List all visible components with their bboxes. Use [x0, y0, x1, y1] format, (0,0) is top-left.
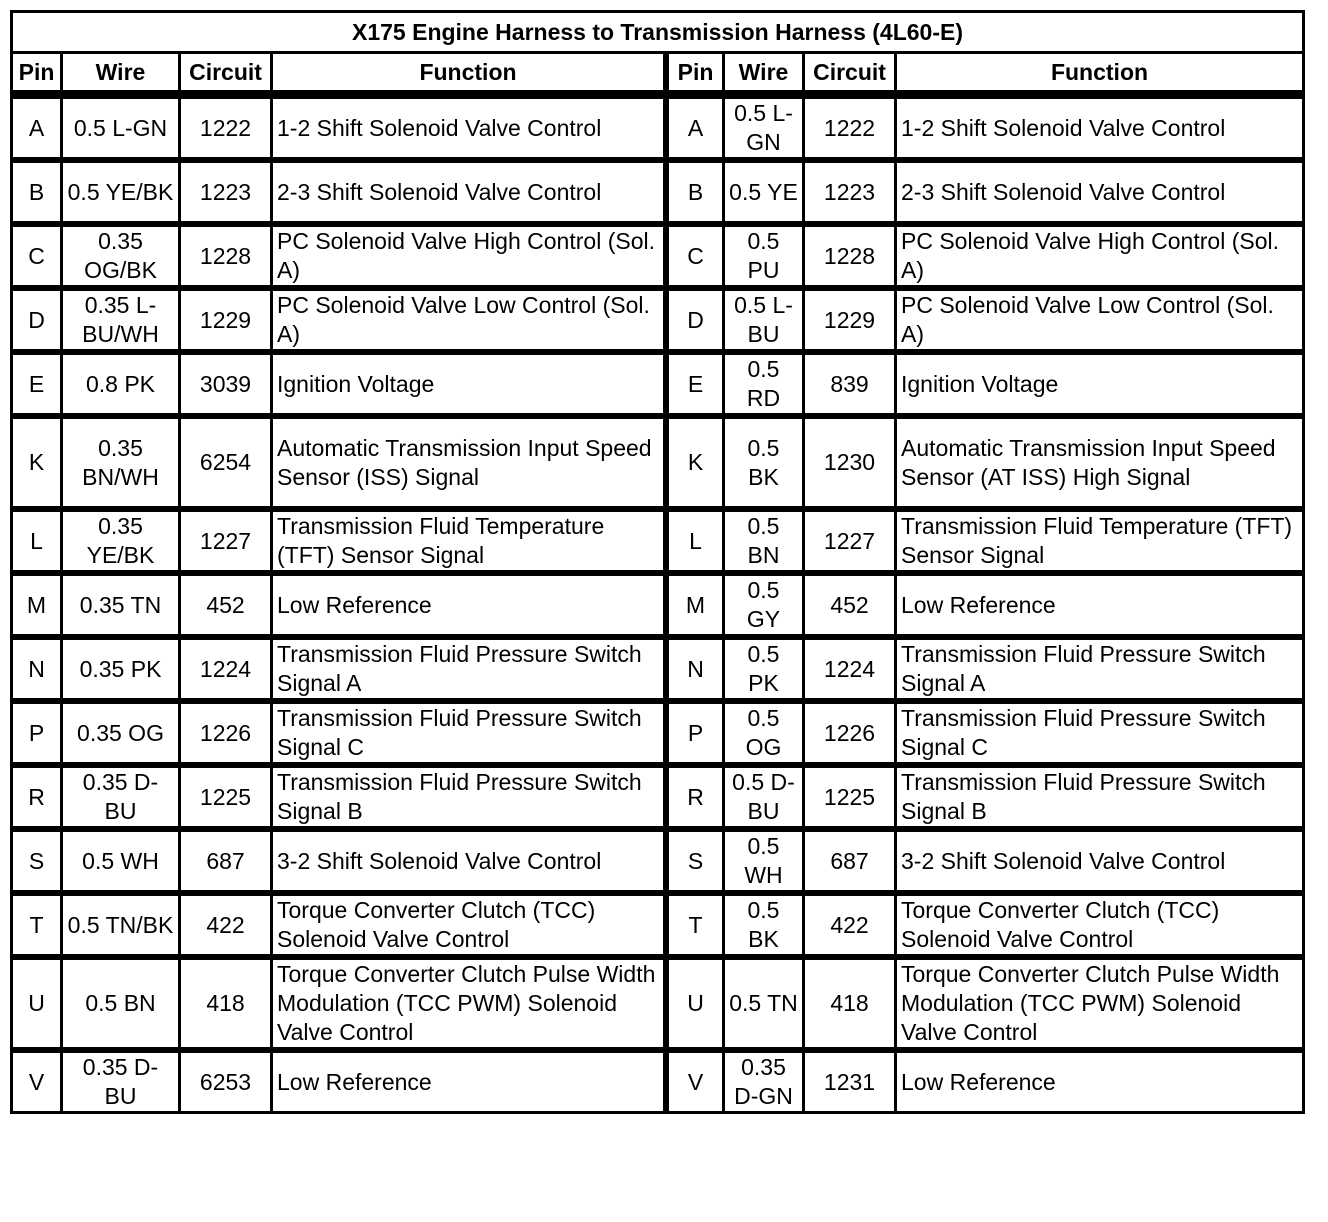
function-right-cell: Ignition Voltage: [897, 352, 1305, 416]
wire-left-cell: 0.5 BN: [63, 957, 181, 1050]
circuit-right-cell: 422: [805, 893, 897, 957]
table-row: [13, 416, 1305, 509]
circuit-left-cell: 1224: [181, 637, 273, 701]
table-row: [13, 1050, 1305, 1114]
wire-left-cell: 0.35 D-BU: [63, 1050, 181, 1114]
pin-right-cell: K: [669, 416, 725, 509]
function-right-cell: 2-3 Shift Solenoid Valve Control: [897, 160, 1305, 224]
header-wire-left: Wire: [63, 54, 181, 96]
pin-left-cell: M: [13, 573, 63, 637]
header-circuit-right: Circuit: [805, 54, 897, 96]
function-left-cell: PC Solenoid Valve Low Control (Sol. A): [273, 288, 669, 352]
circuit-left-cell: 1223: [181, 160, 273, 224]
circuit-left-cell: 3039: [181, 352, 273, 416]
circuit-right-cell: 418: [805, 957, 897, 1050]
wire-right-cell: 0.5 OG: [725, 701, 805, 765]
header-pin-left: Pin: [13, 54, 63, 96]
pin-right-cell: L: [669, 509, 725, 573]
header-wire-right: Wire: [725, 54, 805, 96]
circuit-left-cell: 1225: [181, 765, 273, 829]
wire-right-cell: 0.35 D-GN: [725, 1050, 805, 1114]
circuit-left-cell: 1222: [181, 96, 273, 160]
pinout-table: [10, 10, 1305, 1114]
function-right-cell: Automatic Transmission Input Speed Sensor (AT ISS) High Signal: [897, 416, 1305, 509]
wire-right-cell: 0.5 YE: [725, 160, 805, 224]
function-left-cell: 2-3 Shift Solenoid Valve Control: [273, 160, 669, 224]
function-left-cell: Transmission Fluid Temperature (TFT) Sensor Signal: [273, 509, 669, 573]
function-right-cell: 1-2 Shift Solenoid Valve Control: [897, 96, 1305, 160]
circuit-left-cell: 6253: [181, 1050, 273, 1114]
circuit-right-cell: 1229: [805, 288, 897, 352]
table-title: X175 Engine Harness to Transmission Harness (4L60-E): [13, 13, 1305, 54]
pin-right-cell: N: [669, 637, 725, 701]
pin-right-cell: B: [669, 160, 725, 224]
table-row: [13, 160, 1305, 224]
wire-right-cell: 0.5 PK: [725, 637, 805, 701]
circuit-right-cell: 1227: [805, 509, 897, 573]
table-row: [13, 765, 1305, 829]
circuit-right-cell: 687: [805, 829, 897, 893]
table-row: [13, 637, 1305, 701]
circuit-right-cell: 1228: [805, 224, 897, 288]
pin-left-cell: D: [13, 288, 63, 352]
table-row: [13, 829, 1305, 893]
function-right-cell: Transmission Fluid Temperature (TFT) Sensor Signal: [897, 509, 1305, 573]
pin-left-cell: U: [13, 957, 63, 1050]
wire-left-cell: 0.35 OG: [63, 701, 181, 765]
pin-left-cell: B: [13, 160, 63, 224]
function-left-cell: Ignition Voltage: [273, 352, 669, 416]
table-row: [13, 573, 1305, 637]
table-row: [13, 224, 1305, 288]
header-pin-right: Pin: [669, 54, 725, 96]
table-row: [13, 96, 1305, 160]
function-left-cell: Transmission Fluid Pressure Switch Signal A: [273, 637, 669, 701]
header-function-right: Function: [897, 54, 1305, 96]
wire-left-cell: 0.35 TN: [63, 573, 181, 637]
pin-left-cell: N: [13, 637, 63, 701]
circuit-right-cell: 1223: [805, 160, 897, 224]
wire-left-cell: 0.35 D-BU: [63, 765, 181, 829]
function-right-cell: PC Solenoid Valve High Control (Sol. A): [897, 224, 1305, 288]
pin-right-cell: U: [669, 957, 725, 1050]
wire-right-cell: 0.5 L-GN: [725, 96, 805, 160]
circuit-left-cell: 1228: [181, 224, 273, 288]
circuit-left-cell: 422: [181, 893, 273, 957]
circuit-left-cell: 687: [181, 829, 273, 893]
wire-left-cell: 0.5 L-GN: [63, 96, 181, 160]
function-left-cell: Low Reference: [273, 573, 669, 637]
pinout-rows: [13, 96, 1305, 1114]
pin-left-cell: S: [13, 829, 63, 893]
wire-left-cell: 0.35 L-BU/WH: [63, 288, 181, 352]
function-left-cell: 3-2 Shift Solenoid Valve Control: [273, 829, 669, 893]
wire-right-cell: 0.5 GY: [725, 573, 805, 637]
wire-right-cell: 0.5 TN: [725, 957, 805, 1050]
circuit-right-cell: 1222: [805, 96, 897, 160]
table-row: [13, 701, 1305, 765]
connector-pinout-sheet: [10, 10, 1305, 1114]
pin-right-cell: V: [669, 1050, 725, 1114]
pin-right-cell: P: [669, 701, 725, 765]
pin-right-cell: D: [669, 288, 725, 352]
pin-left-cell: V: [13, 1050, 63, 1114]
circuit-left-cell: 452: [181, 573, 273, 637]
pin-right-cell: A: [669, 96, 725, 160]
wire-right-cell: 0.5 PU: [725, 224, 805, 288]
pin-left-cell: L: [13, 509, 63, 573]
pin-left-cell: C: [13, 224, 63, 288]
circuit-left-cell: 1226: [181, 701, 273, 765]
wire-left-cell: 0.35 BN/WH: [63, 416, 181, 509]
table-row: [13, 509, 1305, 573]
wire-left-cell: 0.5 WH: [63, 829, 181, 893]
circuit-left-cell: 1227: [181, 509, 273, 573]
circuit-right-cell: 839: [805, 352, 897, 416]
function-right-cell: PC Solenoid Valve Low Control (Sol. A): [897, 288, 1305, 352]
pin-right-cell: E: [669, 352, 725, 416]
wire-right-cell: 0.5 D-BU: [725, 765, 805, 829]
wire-left-cell: 0.35 PK: [63, 637, 181, 701]
pin-left-cell: R: [13, 765, 63, 829]
function-right-cell: 3-2 Shift Solenoid Valve Control: [897, 829, 1305, 893]
pin-left-cell: K: [13, 416, 63, 509]
circuit-right-cell: 1231: [805, 1050, 897, 1114]
table-row: [13, 893, 1305, 957]
pin-right-cell: R: [669, 765, 725, 829]
function-left-cell: 1-2 Shift Solenoid Valve Control: [273, 96, 669, 160]
pin-left-cell: T: [13, 893, 63, 957]
function-left-cell: Automatic Transmission Input Speed Sensor (ISS) Signal: [273, 416, 669, 509]
function-left-cell: Transmission Fluid Pressure Switch Signal C: [273, 701, 669, 765]
pin-right-cell: T: [669, 893, 725, 957]
function-left-cell: Low Reference: [273, 1050, 669, 1114]
function-right-cell: Transmission Fluid Pressure Switch Signal B: [897, 765, 1305, 829]
circuit-left-cell: 1229: [181, 288, 273, 352]
pin-left-cell: P: [13, 701, 63, 765]
pin-right-cell: M: [669, 573, 725, 637]
table-row: [13, 288, 1305, 352]
table-row: [13, 957, 1305, 1050]
wire-right-cell: 0.5 BK: [725, 416, 805, 509]
function-left-cell: PC Solenoid Valve High Control (Sol. A): [273, 224, 669, 288]
header-circuit-left: Circuit: [181, 54, 273, 96]
function-right-cell: Torque Converter Clutch (TCC) Solenoid Valve Control: [897, 893, 1305, 957]
circuit-left-cell: 418: [181, 957, 273, 1050]
pin-right-cell: C: [669, 224, 725, 288]
circuit-right-cell: 1230: [805, 416, 897, 509]
wire-left-cell: 0.5 TN/BK: [63, 893, 181, 957]
function-right-cell: Low Reference: [897, 573, 1305, 637]
wire-right-cell: 0.5 BK: [725, 893, 805, 957]
circuit-left-cell: 6254: [181, 416, 273, 509]
pin-right-cell: S: [669, 829, 725, 893]
wire-right-cell: 0.5 BN: [725, 509, 805, 573]
function-left-cell: Torque Converter Clutch Pulse Width Modulation (TCC PWM) Solenoid Valve Control: [273, 957, 669, 1050]
circuit-right-cell: 1226: [805, 701, 897, 765]
function-right-cell: Torque Converter Clutch Pulse Width Modulation (TCC PWM) Solenoid Valve Control: [897, 957, 1305, 1050]
function-left-cell: Transmission Fluid Pressure Switch Signal B: [273, 765, 669, 829]
pin-left-cell: E: [13, 352, 63, 416]
wire-left-cell: 0.8 PK: [63, 352, 181, 416]
function-right-cell: Transmission Fluid Pressure Switch Signal A: [897, 637, 1305, 701]
function-left-cell: Torque Converter Clutch (TCC) Solenoid Valve Control: [273, 893, 669, 957]
function-right-cell: Transmission Fluid Pressure Switch Signal C: [897, 701, 1305, 765]
circuit-right-cell: 1225: [805, 765, 897, 829]
wire-left-cell: 0.5 YE/BK: [63, 160, 181, 224]
wire-right-cell: 0.5 RD: [725, 352, 805, 416]
wire-left-cell: 0.35 YE/BK: [63, 509, 181, 573]
wire-right-cell: 0.5 WH: [725, 829, 805, 893]
circuit-right-cell: 1224: [805, 637, 897, 701]
circuit-right-cell: 452: [805, 573, 897, 637]
header-function-left: Function: [273, 54, 669, 96]
wire-right-cell: 0.5 L-BU: [725, 288, 805, 352]
pin-left-cell: A: [13, 96, 63, 160]
table-row: [13, 352, 1305, 416]
function-right-cell: Low Reference: [897, 1050, 1305, 1114]
wire-left-cell: 0.35 OG/BK: [63, 224, 181, 288]
